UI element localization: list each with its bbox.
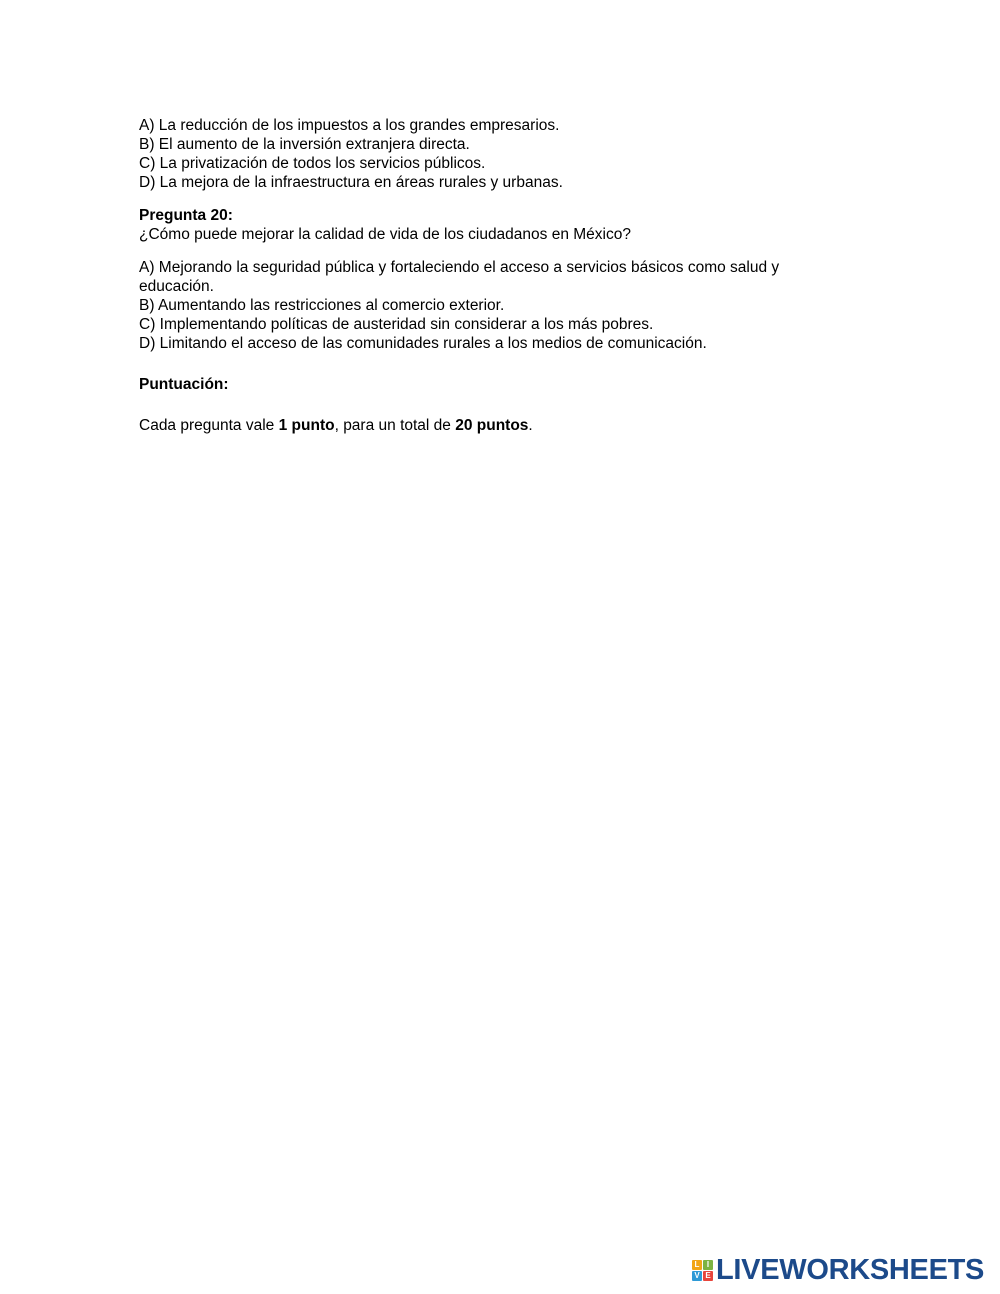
logo-letter-v: V — [692, 1271, 702, 1281]
scoring-text-part: Cada pregunta vale — [139, 417, 279, 434]
option-c: C) La privatización de todos los servicios públicos. — [139, 155, 486, 172]
option-d: D) Limitando el acceso de las comunidades rurales a los medios de comunicación. — [139, 335, 707, 352]
option-b: B) El aumento de la inversión extranjera directa. — [139, 136, 470, 153]
option-b: B) Aumentando las restricciones al comercio exterior. — [139, 297, 505, 314]
logo-mark-icon — [692, 1260, 713, 1281]
logo-text: LIVEWORKSHEETS — [716, 1254, 985, 1286]
worksheet-content — [139, 116, 839, 435]
logo-letter-i: I — [703, 1260, 713, 1270]
points-per-question: 1 punto — [278, 417, 335, 434]
option-a: A) La reducción de los impuestos a los grandes empresarios. — [139, 117, 560, 134]
question-20-text: ¿Cómo puede mejorar la calidad de vida de los ciudadanos en México? — [139, 226, 631, 243]
scoring-text — [139, 416, 839, 435]
question-19-options — [139, 116, 839, 192]
total-points: 20 puntos — [455, 417, 529, 434]
question-20-heading: Pregunta 20: — [139, 207, 233, 224]
option-d: D) La mejora de la infraestructura en áreas rurales y urbanas. — [139, 174, 563, 191]
question-20-options — [139, 258, 839, 353]
scoring-text-part: . — [528, 417, 533, 434]
question-20 — [139, 206, 839, 244]
liveworksheets-logo — [692, 1255, 984, 1285]
logo-letter-l: L — [692, 1260, 702, 1270]
option-c: C) Implementando políticas de austeridad sin considerar a los más pobres. — [139, 316, 654, 333]
logo-letter-e: E — [703, 1271, 713, 1281]
scoring-heading: Puntuación: — [139, 376, 229, 393]
scoring-text-part: , para un total de — [334, 417, 456, 434]
option-a: A) Mejorando la seguridad pública y fortaleciendo el acceso a servicios básicos como salud y educación. — [139, 259, 780, 295]
